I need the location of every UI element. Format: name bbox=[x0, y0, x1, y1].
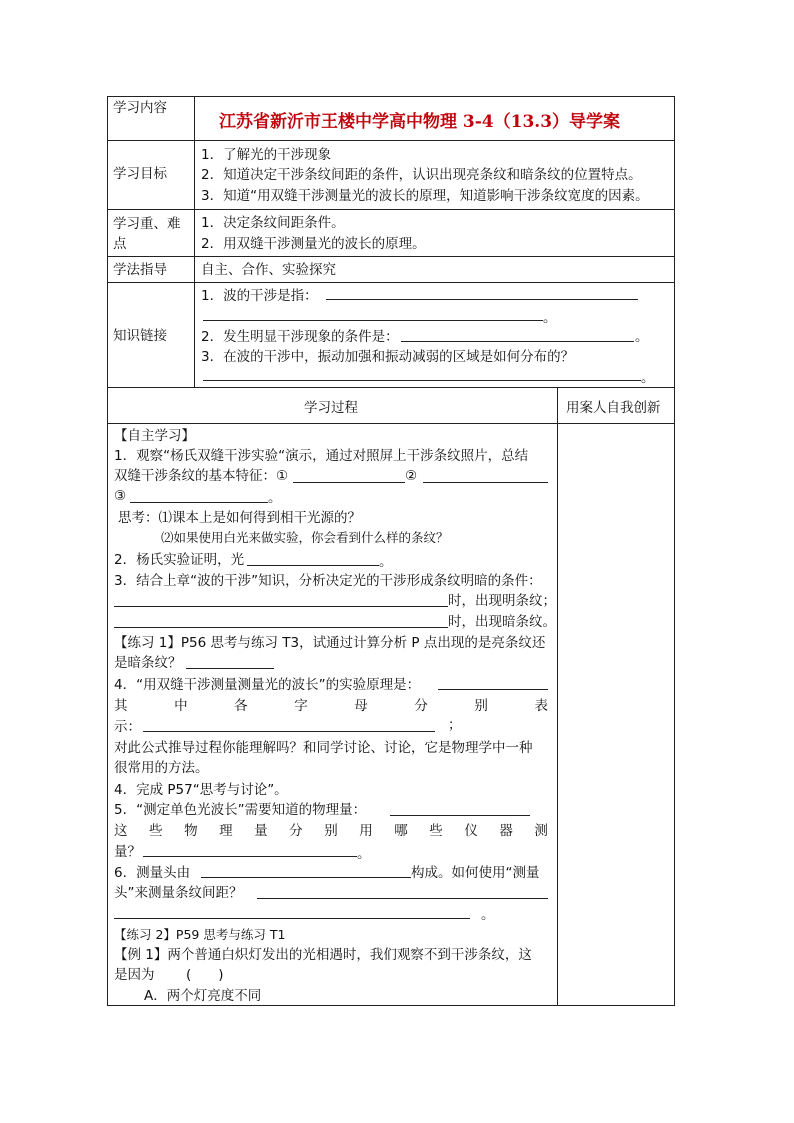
p4-line-a: 4．“用双缝干涉测量测量光的波长”的实验原理是： bbox=[114, 677, 421, 693]
innovation-column-header: 用案人自我创新 bbox=[566, 400, 661, 416]
goals-label: 学习目标 bbox=[113, 166, 167, 182]
section-self-study: 【自主学习】 bbox=[114, 428, 195, 444]
p1-line-b: 双缝干涉条纹的基本特征：① bbox=[114, 468, 289, 484]
table-border-top bbox=[107, 96, 675, 97]
p5-char: 物 bbox=[184, 823, 198, 839]
p5-char: 别 bbox=[324, 823, 338, 839]
goal-item-1: 1．了解光的干涉现象 bbox=[201, 147, 332, 163]
p1-blank-3[interactable] bbox=[130, 502, 268, 503]
p6-blank-3[interactable] bbox=[114, 918, 470, 919]
p2-end: 。 bbox=[379, 554, 393, 570]
p3-line-a: 3．结合上章“波的干涉”知识，分析决定光的干涉形成条纹明暗的条件： bbox=[114, 573, 542, 589]
row-divider-2 bbox=[107, 209, 675, 210]
keypoint-item-1: 1．决定条纹间距条件。 bbox=[201, 215, 345, 231]
p4-char: 表 bbox=[534, 698, 548, 714]
p4-char: 字 bbox=[294, 698, 308, 714]
p5-char: 仪 bbox=[464, 823, 478, 839]
p5-char: 量 bbox=[254, 823, 268, 839]
p4-char: 各 bbox=[234, 698, 248, 714]
p1-line-a: 1．观察“杨氏双缝干涉实验“演示，通过对照屏上干涉条纹照片，总结 bbox=[114, 448, 529, 464]
p5-char: 理 bbox=[219, 823, 233, 839]
p2-line: 2．杨氏实验证明，光 bbox=[114, 552, 245, 568]
p1-blank-2[interactable] bbox=[423, 482, 548, 483]
p3-blank-1[interactable] bbox=[114, 606, 448, 607]
p5-blank-2[interactable] bbox=[143, 856, 357, 857]
row-divider-6 bbox=[107, 423, 675, 424]
p4-char: 中 bbox=[174, 698, 188, 714]
links-q2-blank[interactable] bbox=[401, 341, 634, 342]
keypoints-label-line2: 点 bbox=[113, 236, 127, 252]
p5-blank-1[interactable] bbox=[390, 815, 530, 816]
p6-line-b: 头”来测量条纹间距？ bbox=[114, 885, 243, 901]
example-1-line-b: 是因为 bbox=[114, 967, 155, 983]
links-q3: 3．在波的干涉中，振动加强和振动减弱的区域是如何分布的？ bbox=[201, 349, 575, 365]
p4-blank-1[interactable] bbox=[438, 689, 548, 690]
p5-char: 分 bbox=[289, 823, 303, 839]
page-title: 江苏省新沂市王楼中学高中物理 3-4（13.3）导学案 bbox=[219, 112, 621, 132]
method-text: 自主、合作、实验探究 bbox=[201, 262, 336, 278]
right-column-divider bbox=[557, 387, 558, 1005]
p4-char: 母 bbox=[354, 698, 368, 714]
exercise-1-blank[interactable] bbox=[186, 668, 274, 669]
p1-line-c-end: 。 bbox=[268, 490, 282, 506]
row-divider-5 bbox=[107, 387, 675, 388]
p5-char: 用 bbox=[359, 823, 373, 839]
p5-char: 这 bbox=[114, 823, 128, 839]
p6-blank-2[interactable] bbox=[257, 898, 548, 899]
p1-blank-1[interactable] bbox=[293, 482, 405, 483]
keypoint-item-2: 2．用双缝干涉测量光的波长的原理。 bbox=[201, 236, 426, 252]
goal-item-2: 2．知道决定干涉条纹间距的条件，认识出现亮条纹和暗条纹的位置特点。 bbox=[201, 167, 642, 183]
p5-char: 些 bbox=[429, 823, 443, 839]
p6-line-a: 6．测量头由 bbox=[114, 865, 191, 881]
p4-char: 分 bbox=[414, 698, 428, 714]
p6-line-a2: 构成。如何使用“测量 bbox=[411, 865, 540, 881]
links-q2-end: 。 bbox=[635, 329, 649, 345]
p5-line-b bbox=[114, 822, 548, 840]
p4-blank-2[interactable] bbox=[143, 731, 435, 732]
p3-blank-2[interactable] bbox=[114, 627, 448, 628]
method-label: 学法指导 bbox=[113, 262, 167, 278]
p5-char: 些 bbox=[149, 823, 163, 839]
row-divider-3 bbox=[107, 256, 675, 257]
p6-blank-1[interactable] bbox=[201, 877, 411, 878]
keypoints-label-line1: 学习重、难 bbox=[113, 216, 181, 232]
p3-line-c: 时，出现暗条纹。 bbox=[448, 614, 556, 630]
exercise-1-line-a: 【练习 1】P56 思考与练习 T3，试通过计算分析 P 点出现的是亮条纹还 bbox=[114, 635, 546, 651]
example-1-paren[interactable]: ( ) bbox=[186, 967, 224, 983]
p4-line-e: 很常用的方法。 bbox=[114, 760, 209, 776]
p4-line-f: 4．完成 P57“思考与讨论”。 bbox=[114, 782, 288, 798]
links-q1-blank[interactable] bbox=[326, 299, 638, 300]
p2-blank[interactable] bbox=[247, 565, 379, 566]
links-label: 知识链接 bbox=[113, 328, 167, 344]
p5-line-c-end: 。 bbox=[357, 846, 371, 862]
p5-char: 测 bbox=[534, 823, 548, 839]
think-a: 思考：⑴课本上是如何得到相干光源的？ bbox=[118, 510, 361, 526]
table-border-left bbox=[107, 96, 108, 1006]
option-a: A．两个灯亮度不同 bbox=[144, 988, 262, 1004]
p5-line-c: 量？ bbox=[114, 844, 141, 860]
p4-line-b bbox=[114, 697, 548, 715]
p1-line-c: ③ bbox=[114, 488, 127, 504]
header-label: 学习内容 bbox=[113, 100, 167, 116]
exercise-2: 【练习 2】P59 思考与练习 T1 bbox=[114, 927, 286, 942]
p5-char: 器 bbox=[499, 823, 513, 839]
goal-item-3: 3．知道“用双缝干涉测量光的波长的原理，知道影响干涉条纹宽度的因素。 bbox=[201, 188, 649, 204]
p4-line-c: 示： bbox=[114, 719, 141, 735]
table-border-right bbox=[674, 96, 675, 1006]
links-q2: 2．发生明显干涉现象的条件是： bbox=[201, 329, 399, 345]
table-border-bottom bbox=[107, 1005, 675, 1006]
p6-end: 。 bbox=[481, 907, 495, 923]
p5-line-a: 5．“测定单色光波长”需要知道的物理量： bbox=[114, 802, 367, 818]
links-q1-end: 。 bbox=[543, 310, 557, 326]
p1-line-b2: ② bbox=[405, 468, 418, 484]
example-1-line-a: 【例 1】两个普通白炽灯发出的光相遇时，我们观察不到干涉条纹，这 bbox=[114, 947, 532, 963]
p4-line-c-end: ； bbox=[448, 717, 462, 733]
p5-char: 哪 bbox=[394, 823, 408, 839]
links-q1: 1．波的干涉是指： bbox=[201, 288, 318, 304]
links-q3-end: 。 bbox=[641, 370, 655, 386]
p4-line-d: 对此公式推导过程你能理解吗？和同学讨论、讨论，它是物理学中一种 bbox=[114, 740, 533, 756]
p4-char: 别 bbox=[474, 698, 488, 714]
links-q3-blank[interactable] bbox=[203, 380, 641, 381]
links-q1-blank-2[interactable] bbox=[203, 320, 543, 321]
row-divider-4 bbox=[107, 282, 675, 283]
think-b: ⑵如果使用白光来做实验，你会看到什么样的条纹？ bbox=[161, 530, 449, 545]
p3-line-b: 时，出现明条纹； bbox=[448, 593, 556, 609]
p4-char: 其 bbox=[114, 698, 128, 714]
process-column-header: 学习过程 bbox=[304, 400, 358, 416]
row-divider-1 bbox=[107, 140, 675, 141]
exercise-1-line-b: 是暗条纹？ bbox=[114, 655, 182, 671]
